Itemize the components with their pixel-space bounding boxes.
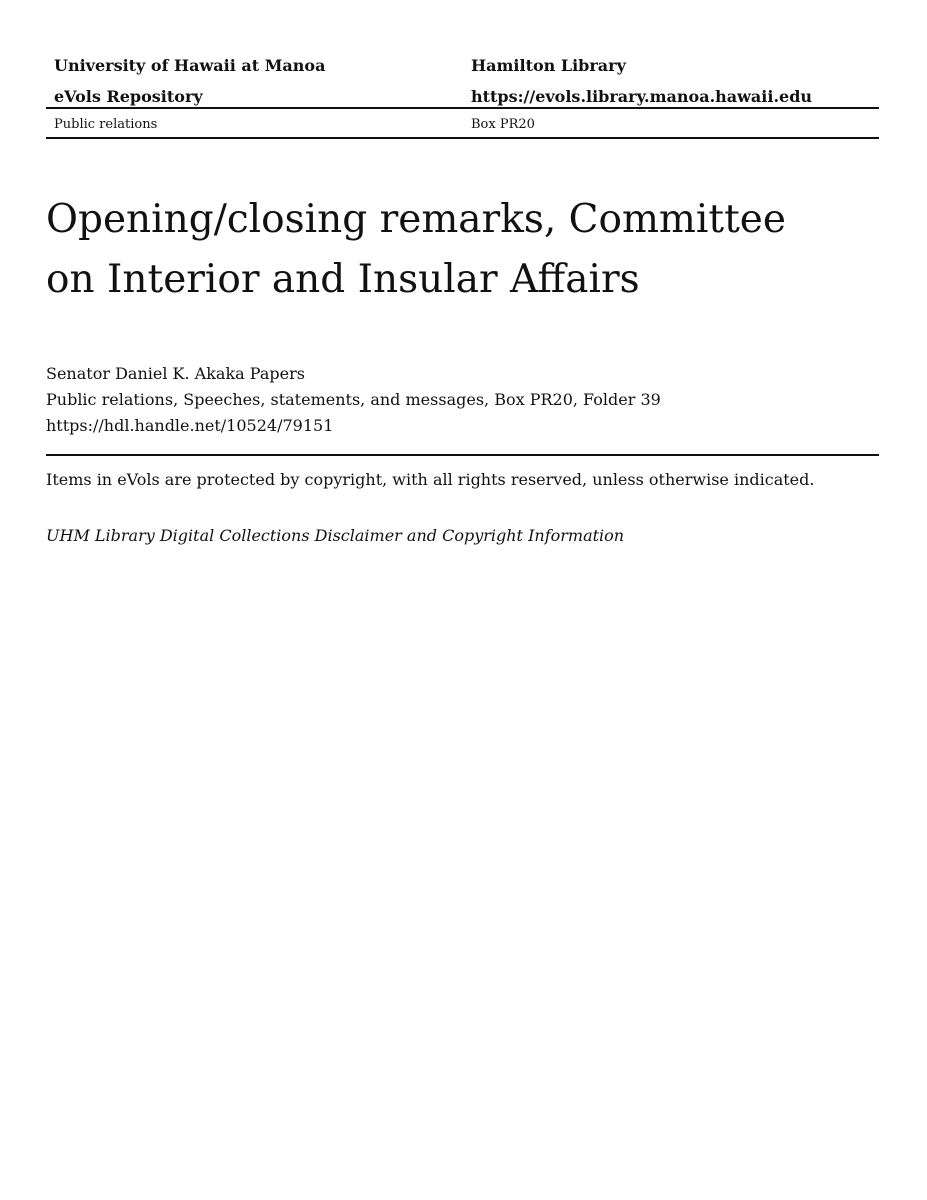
collection-name: Senator Daniel K. Akaka Papers xyxy=(46,364,305,383)
header-table xyxy=(46,52,879,132)
institution-name: University of Hawaii at Manoa xyxy=(54,56,326,75)
disclaimer-link[interactable]: UHM Library Digital Collections Disclaimer and Copyright Information xyxy=(46,526,625,545)
header-row-series xyxy=(46,117,879,135)
series-name: Public relations xyxy=(54,117,158,132)
folder-location: Public relations, Speeches, statements, and messages, Box PR20, Folder 39 xyxy=(46,390,661,409)
document-metadata xyxy=(46,361,879,439)
library-name: Hamilton Library xyxy=(471,56,626,75)
header-divider-bottom xyxy=(46,137,879,139)
repository-url[interactable]: https://evols.library.manoa.hawaii.edu xyxy=(471,87,813,106)
handle-link[interactable]: https://hdl.handle.net/10524/79151 xyxy=(46,416,334,435)
metadata-divider xyxy=(46,454,879,456)
copyright-notice: Items in eVols are protected by copyright, with all rights reserved, unless otherwise indicated. xyxy=(46,470,815,489)
document-title: Opening/closing remarks, Committee on Interior and Insular Affairs xyxy=(46,197,786,302)
header-row-institution xyxy=(46,56,879,78)
repository-name: eVols Repository xyxy=(54,87,203,106)
header-row-repository xyxy=(46,87,879,109)
header-divider-top xyxy=(46,107,879,109)
box-label: Box PR20 xyxy=(471,117,535,132)
